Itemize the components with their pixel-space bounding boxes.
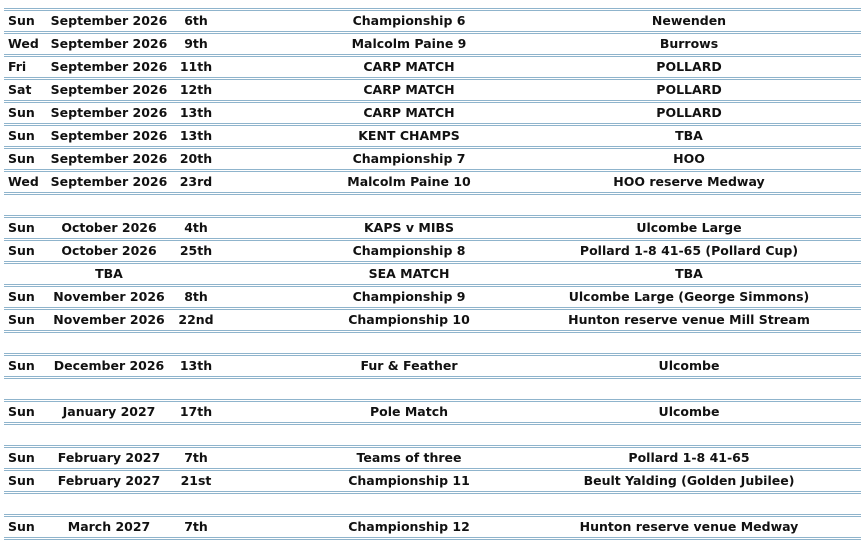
date-cell — [174, 427, 218, 443]
date-cell: 7th — [184, 519, 208, 534]
fixture-row — [4, 284, 861, 307]
event-cell: CARP MATCH — [363, 59, 455, 74]
day-cell: Sun — [8, 13, 35, 28]
date-cell — [174, 381, 218, 397]
spacer-row — [4, 330, 861, 353]
fixture-row — [4, 31, 861, 54]
date-cell: 8th — [184, 289, 208, 304]
event-cell: Championship 9 — [352, 289, 466, 304]
fixture-row — [4, 100, 861, 123]
month-cell: January 2027 — [62, 404, 156, 419]
fixture-row — [4, 215, 861, 238]
event-cell: Fur & Feather — [360, 358, 458, 373]
date-cell: 20th — [179, 151, 213, 166]
venue-cell: Ulcombe Large — [636, 220, 742, 235]
venue-cell: HOO — [673, 151, 705, 166]
venue-cell — [539, 427, 839, 443]
venue-cell: HOO reserve Medway — [613, 174, 765, 189]
month-cell: February 2027 — [57, 450, 161, 465]
fixture-row — [4, 353, 861, 376]
date-cell — [174, 197, 218, 213]
venue-cell: POLLARD — [656, 105, 722, 120]
month-cell: March 2027 — [67, 519, 151, 534]
event-cell: CARP MATCH — [363, 82, 455, 97]
venue-cell: TBA — [675, 266, 703, 281]
day-cell: Wed — [8, 174, 39, 189]
month-cell: September 2026 — [50, 59, 168, 74]
spacer-row — [4, 491, 861, 514]
event-cell: Pole Match — [369, 404, 449, 419]
month-cell: September 2026 — [50, 128, 168, 143]
fixture-row — [4, 54, 861, 77]
venue-cell — [539, 335, 839, 351]
fixture-row — [4, 8, 861, 31]
event-cell: Championship 6 — [352, 13, 466, 28]
month-cell: October 2026 — [61, 220, 157, 235]
month-cell — [44, 335, 174, 351]
day-cell: Sun — [8, 243, 35, 258]
venue-cell: Hunton reserve venue Mill Stream — [568, 312, 810, 327]
venue-cell: Pollard 1-8 41-65 — [628, 450, 750, 465]
event-cell — [259, 427, 559, 443]
date-cell: 13th — [179, 105, 213, 120]
day-cell: Sat — [8, 82, 32, 97]
fixture-row — [4, 514, 861, 537]
event-cell: CARP MATCH — [363, 105, 455, 120]
date-cell — [174, 335, 218, 351]
date-cell: 7th — [184, 450, 208, 465]
fixture-row — [4, 445, 861, 468]
day-cell: Wed — [8, 36, 39, 51]
date-cell: 17th — [179, 404, 213, 419]
month-cell — [44, 381, 174, 397]
date-cell: 11th — [179, 59, 213, 74]
month-cell: February 2027 — [57, 473, 161, 488]
date-cell: 12th — [179, 82, 213, 97]
event-cell: Championship 8 — [352, 243, 466, 258]
venue-cell: POLLARD — [656, 82, 722, 97]
fixture-row — [4, 307, 861, 330]
spacer-row — [4, 192, 861, 215]
venue-cell — [539, 381, 839, 397]
date-cell: 13th — [179, 358, 213, 373]
month-cell: October 2026 — [61, 243, 157, 258]
spacer-row — [4, 376, 861, 399]
venue-cell: Ulcombe — [658, 404, 720, 419]
venue-cell: Newenden — [651, 13, 727, 28]
date-cell: 21st — [180, 473, 212, 488]
day-cell: Sun — [8, 473, 35, 488]
event-cell: Championship 12 — [348, 519, 470, 534]
event-cell: KENT CHAMPS — [358, 128, 460, 143]
venue-cell: Pollard 1-8 41-65 (Pollard Cup) — [579, 243, 799, 258]
event-cell — [259, 496, 559, 512]
date-cell: 13th — [179, 128, 213, 143]
month-cell — [44, 427, 174, 443]
date-cell: 6th — [184, 13, 208, 28]
event-cell: Championship 10 — [348, 312, 470, 327]
date-cell — [174, 266, 218, 282]
month-cell: September 2026 — [50, 151, 168, 166]
day-cell: Sun — [8, 105, 35, 120]
day-cell: Sun — [8, 220, 35, 235]
fixture-row — [4, 399, 861, 422]
venue-cell: Burrows — [659, 36, 719, 51]
event-cell: Teams of three — [356, 450, 462, 465]
fixture-row — [4, 468, 861, 491]
event-cell — [259, 381, 559, 397]
date-cell: 23rd — [179, 174, 213, 189]
event-cell: Championship 7 — [352, 151, 466, 166]
fixture-row — [4, 146, 861, 169]
table-bottom-border — [4, 537, 861, 541]
fixture-row — [4, 238, 861, 261]
spacer-row — [4, 422, 861, 445]
venue-cell: Hunton reserve venue Medway — [579, 519, 799, 534]
day-cell: Sun — [8, 450, 35, 465]
day-cell: Fri — [8, 59, 27, 74]
venue-cell: Ulcombe Large (George Simmons) — [568, 289, 810, 304]
event-cell — [259, 197, 559, 213]
fixture-row — [4, 261, 861, 284]
day-cell: Sun — [8, 358, 35, 373]
month-cell — [44, 197, 174, 213]
venue-cell — [539, 197, 839, 213]
month-cell: September 2026 — [50, 174, 168, 189]
month-cell: September 2026 — [50, 36, 168, 51]
day-cell: Sun — [8, 519, 35, 534]
event-cell: Malcolm Paine 10 — [347, 174, 471, 189]
day-cell: Sun — [8, 404, 35, 419]
month-cell: December 2026 — [53, 358, 165, 373]
month-cell: November 2026 — [53, 289, 165, 304]
date-cell: 4th — [184, 220, 208, 235]
day-cell: Sun — [8, 312, 35, 327]
event-cell: SEA MATCH — [368, 266, 450, 281]
event-cell — [259, 335, 559, 351]
month-cell: September 2026 — [50, 13, 168, 28]
event-cell: Championship 11 — [348, 473, 470, 488]
day-cell: Sun — [8, 128, 35, 143]
month-cell: November 2026 — [53, 312, 165, 327]
month-cell: TBA — [95, 266, 123, 281]
fixture-row — [4, 123, 861, 146]
event-cell: Malcolm Paine 9 — [351, 36, 467, 51]
venue-cell — [539, 496, 839, 512]
month-cell: September 2026 — [50, 82, 168, 97]
date-cell: 22nd — [178, 312, 214, 327]
day-cell: Sun — [8, 289, 35, 304]
date-cell — [174, 496, 218, 512]
month-cell: September 2026 — [50, 105, 168, 120]
date-cell: 9th — [184, 36, 208, 51]
fixture-row — [4, 169, 861, 192]
venue-cell: Beult Yalding (Golden Jubilee) — [583, 473, 795, 488]
venue-cell: TBA — [675, 128, 703, 143]
event-cell: KAPS v MIBS — [364, 220, 454, 235]
fixture-row — [4, 77, 861, 100]
day-cell: Sun — [8, 151, 35, 166]
month-cell — [44, 496, 174, 512]
venue-cell: POLLARD — [656, 59, 722, 74]
date-cell: 25th — [179, 243, 213, 258]
venue-cell: Ulcombe — [658, 358, 720, 373]
